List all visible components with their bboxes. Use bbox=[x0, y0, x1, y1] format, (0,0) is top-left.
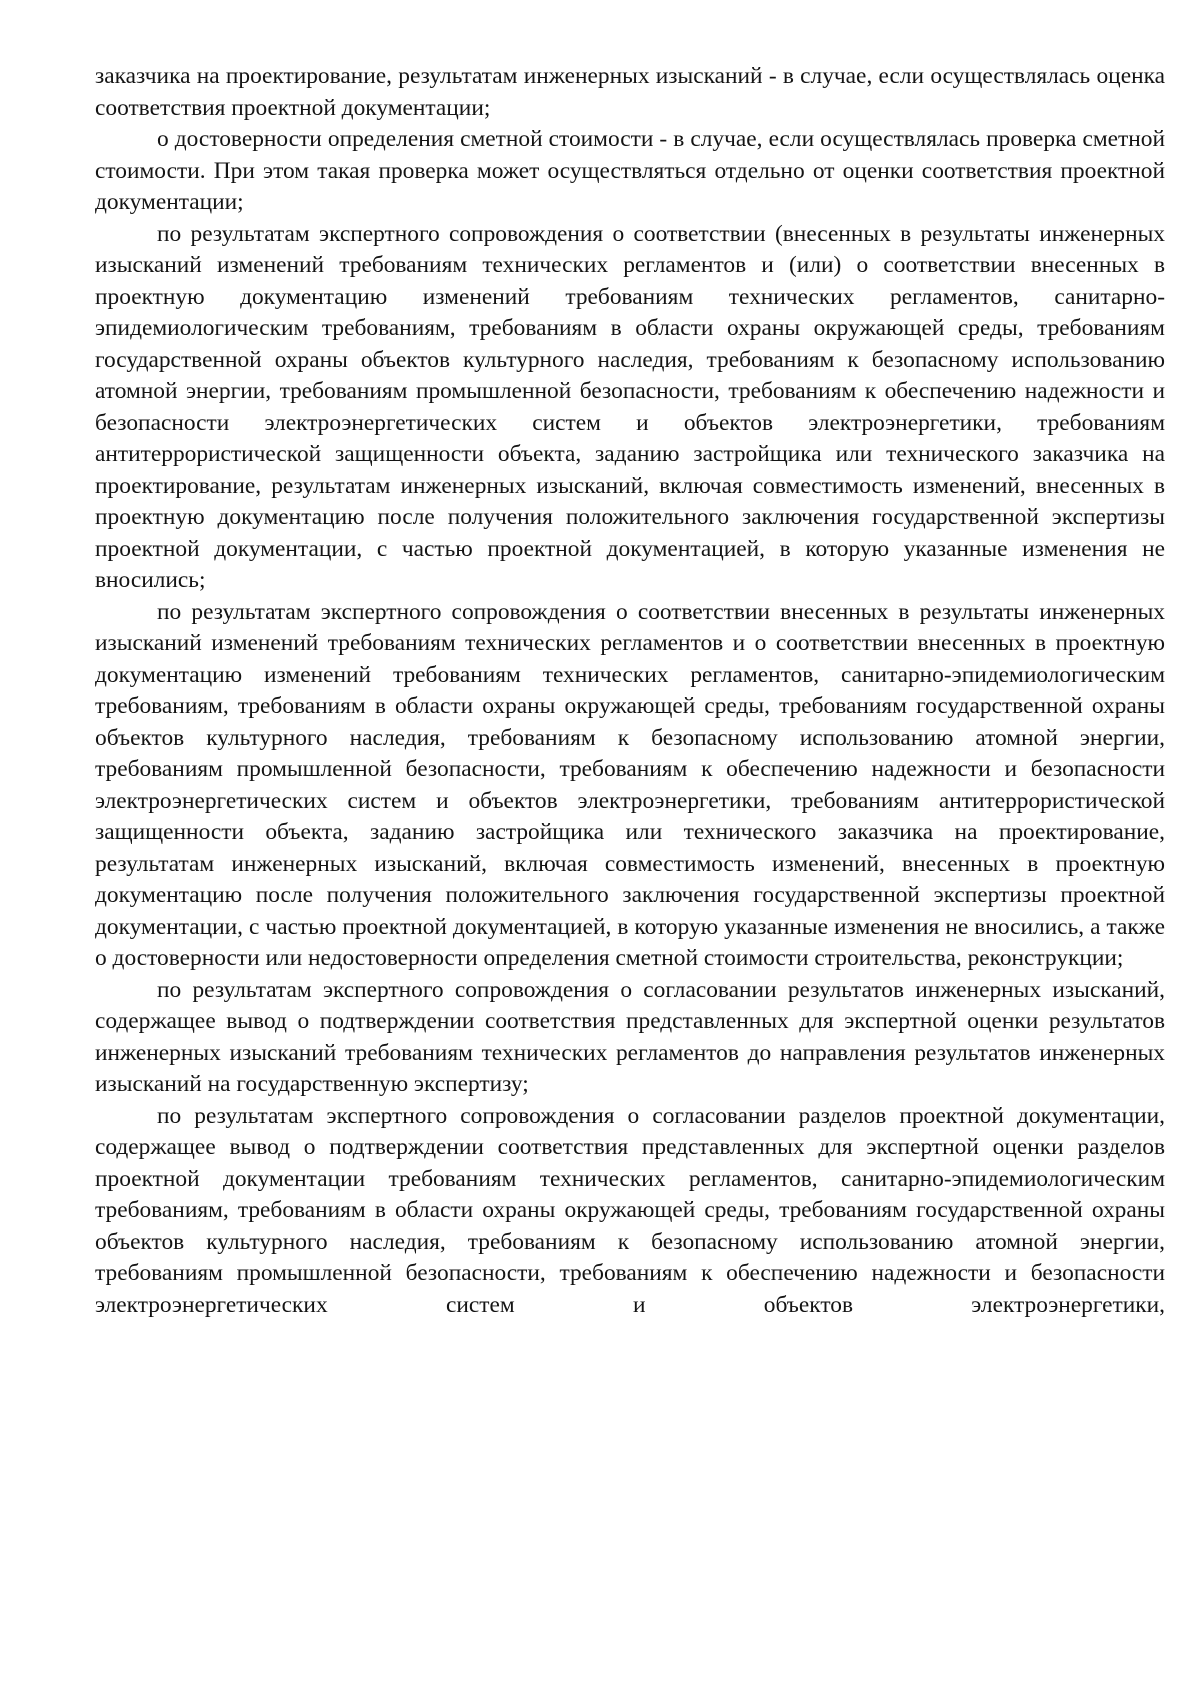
paragraph-1: заказчика на проектирование, результатам инженерных изысканий - в случае, если осуществлялась оценка соответствия проектной документации; bbox=[95, 63, 1165, 121]
paragraph-6: по результатам экспертного сопровождения о согласовании разделов проектной документации, содержащее вывод о подтверждении соответствия представленных для экспертной оценки разделов проектной документации требованиям технических регламентов, санитарно-эпидемиологическим требованиям, требованиям в области охраны окружающей среды, требованиям государственной охраны объектов культурного наследия, требованиям к безопасному использованию атомной энергии, требованиям промышленной безопасности, требованиям к обеспечению надежности и безопасности электроэнергетических систем и объектов электроэнергетики, bbox=[95, 1102, 1165, 1318]
document-page bbox=[95, 61, 1165, 1321]
paragraph-5: по результатам экспертного сопровождения о согласовании результатов инженерных изысканий, содержащее вывод о подтверждении соответствия представленных для экспертной оценки результатов инженерных изысканий требованиям технических регламентов до направления результатов инженерных изысканий на государственную экспертизу; bbox=[95, 976, 1165, 1097]
paragraph-2: о достоверности определения сметной стоимости - в случае, если осуществлялась проверка сметной стоимости. При этом такая проверка может осуществляться отдельно от оценки соответствия проектной документации; bbox=[95, 126, 1165, 215]
paragraph-4: по результатам экспертного сопровождения о соответствии внесенных в результаты инженерных изысканий изменений требованиям технических регламентов и о соответствии внесенных в проектную документацию изменений требованиям технических регламентов, санитарно-эпидемиологическим требованиям, требованиям в области охраны окружающей среды, требованиям государственной охраны объектов культурного наследия, требованиям к безопасному использованию атомной энергии, требованиям промышленной безопасности, требованиям к обеспечению надежности и безопасности электроэнергетических систем и объектов электроэнергетики, требованиям антитеррористической защищенности объекта, заданию застройщика или технического заказчика на проектирование, результатам инженерных изысканий, включая совместимость изменений, внесенных в проектную документацию после получения положительного заключения государственной экспертизы проектной документации, с частью проектной документацией, в которую указанные изменения не вносились, а также о достоверности или недостоверности определения сметной стоимости строительства, реконструкции; bbox=[95, 598, 1165, 971]
paragraph-3: по результатам экспертного сопровождения о соответствии (внесенных в результаты инженерных изысканий изменений требованиям технических регламентов и (или) о соответствии внесенных в проектную документацию изменений требованиям технических регламентов, санитарно-эпидемиологическим требованиям, требованиям в области охраны окружающей среды, требованиям государственной охраны объектов культурного наследия, требованиям к безопасному использованию атомной энергии, требованиям промышленной безопасности, требованиям к обеспечению надежности и безопасности электроэнергетических систем и объектов электроэнергетики, требованиям антитеррористической защищенности объекта, заданию застройщика или технического заказчика на проектирование, результатам инженерных изысканий, включая совместимость изменений, внесенных в проектную документацию после получения положительного заключения государственной экспертизы проектной документации, с частью проектной документацией, в которую указанные изменения не вносились; bbox=[95, 220, 1165, 593]
